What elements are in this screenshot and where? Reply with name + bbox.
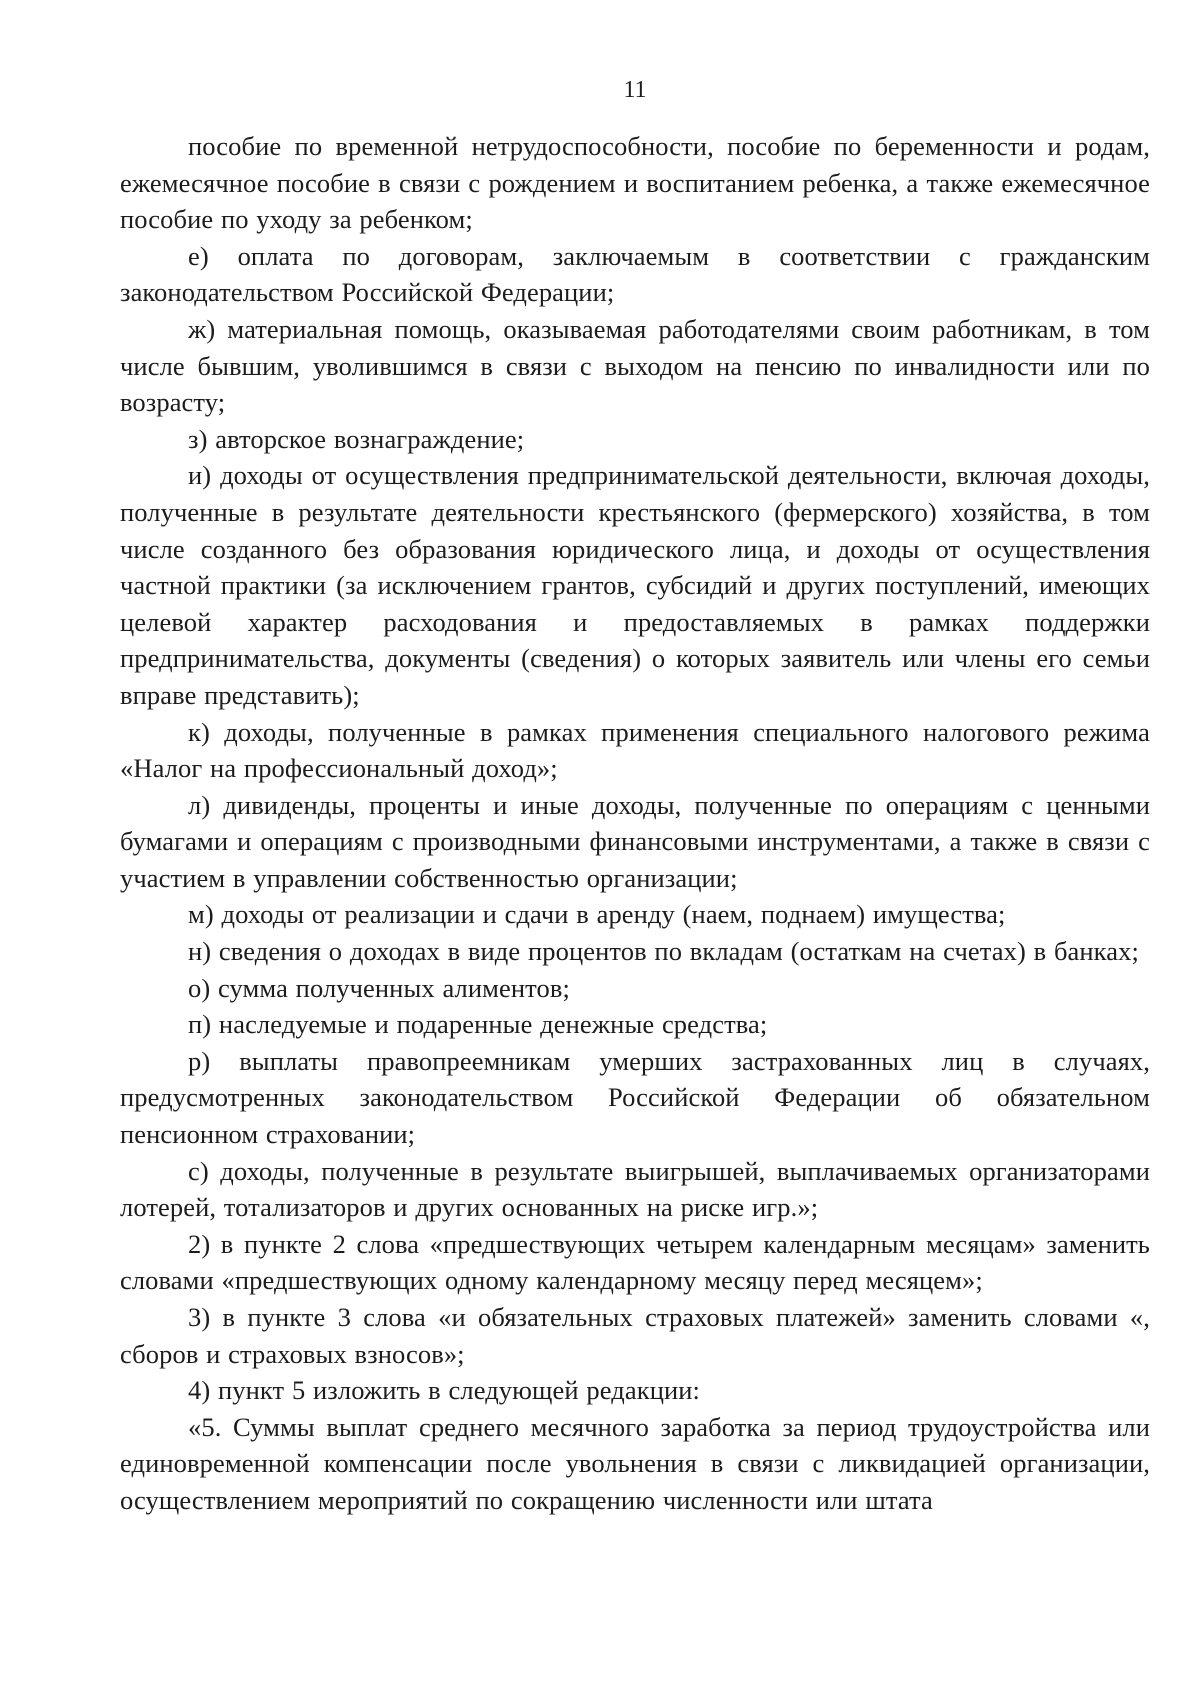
page-number: 11	[623, 77, 647, 103]
paragraph-item-k: к) доходы, полученные в рамках применения специального налогового режима «Налог на профессиональный доход»;	[120, 716, 1150, 784]
paragraph-benefits: пособие по временной нетрудоспособности, пособие по беременности и родам, ежемесячное пособие в связи с рождением и воспитанием ребенка, а также ежемесячное пособие по уходу за ребенком;	[120, 131, 1150, 235]
document-body	[120, 128, 1150, 1519]
paragraph-item-s: с) доходы, полученные в результате выигрышей, выплачиваемых организаторами лотерей, тотализаторов и других основанных на риске игр.»;	[120, 1155, 1150, 1223]
paragraph-point-3: 3) в пункте 3 слова «и обязательных страховых платежей» заменить словами «, сборов и страховых взносов»;	[120, 1302, 1150, 1369]
paragraph-point-2: 2) в пункте 2 слова «предшествующих четырем календарным месяцам» заменить словами «предшествующих одному календарному месяцу перед месяцем»;	[120, 1228, 1150, 1296]
paragraph-item-n: н) сведения о доходах в виде процентов по вкладам (остаткам на счетах) в банках;	[188, 936, 1139, 967]
paragraph-item-o: о) сумма полученных алиментов;	[188, 972, 570, 1003]
paragraph-item-m: м) доходы от реализации и сдачи в аренду (наем, поднаем) имущества;	[188, 899, 1006, 930]
paragraph-item-l: л) дивиденды, проценты и иные доходы, полученные по операциям с ценными бумагами и операциям с производными финансовыми инструментами, а также в связи с участием в управлении собственностью организации;	[120, 789, 1150, 893]
paragraph-point-4: 4) пункт 5 изложить в следующей редакции:	[188, 1375, 700, 1406]
paragraph-item-e: е) оплата по договорам, заключаемым в соответствии с гражданским законодательством Российской Федерации;	[120, 240, 1150, 308]
paragraph-item-p: п) наследуемые и подаренные денежные средства;	[188, 1009, 768, 1040]
paragraph-item-zh: ж) материальная помощь, оказываемая работодателями своим работникам, в том числе бывшим, уволившимся в связи с выходом на пенсию по инвалидности или по возрасту;	[120, 313, 1150, 418]
paragraph-item-i: и) доходы от осуществления предпринимательской деятельности, включая доходы, полученные в результате деятельности крестьянского (фермерского) хозяйства, в том числе созданного без образования юридического лица, и доходы от осуществления частной практики (за исключением грантов, субсидий и других поступлений, имеющих целевой характер расходования и предоставляемых в рамках поддержки предпринимательства, документы (сведения) о которых заявитель или члены его семьи вправе представить);	[120, 460, 1150, 710]
paragraph-new-point-5: «5. Суммы выплат среднего месячного заработка за период трудоустройства или единовременной компенсации после увольнения в связи с ликвидацией организации, осуществлением мероприятий по сокращению численности или штата	[120, 1411, 1150, 1515]
paragraph-item-r: р) выплаты правопреемникам умерших застрахованных лиц в случаях, предусмотренных законодательством Российской Федерации об обязательном пенсионном страховании;	[120, 1045, 1150, 1150]
paragraph-item-z: з) авторское вознаграждение;	[188, 423, 525, 454]
